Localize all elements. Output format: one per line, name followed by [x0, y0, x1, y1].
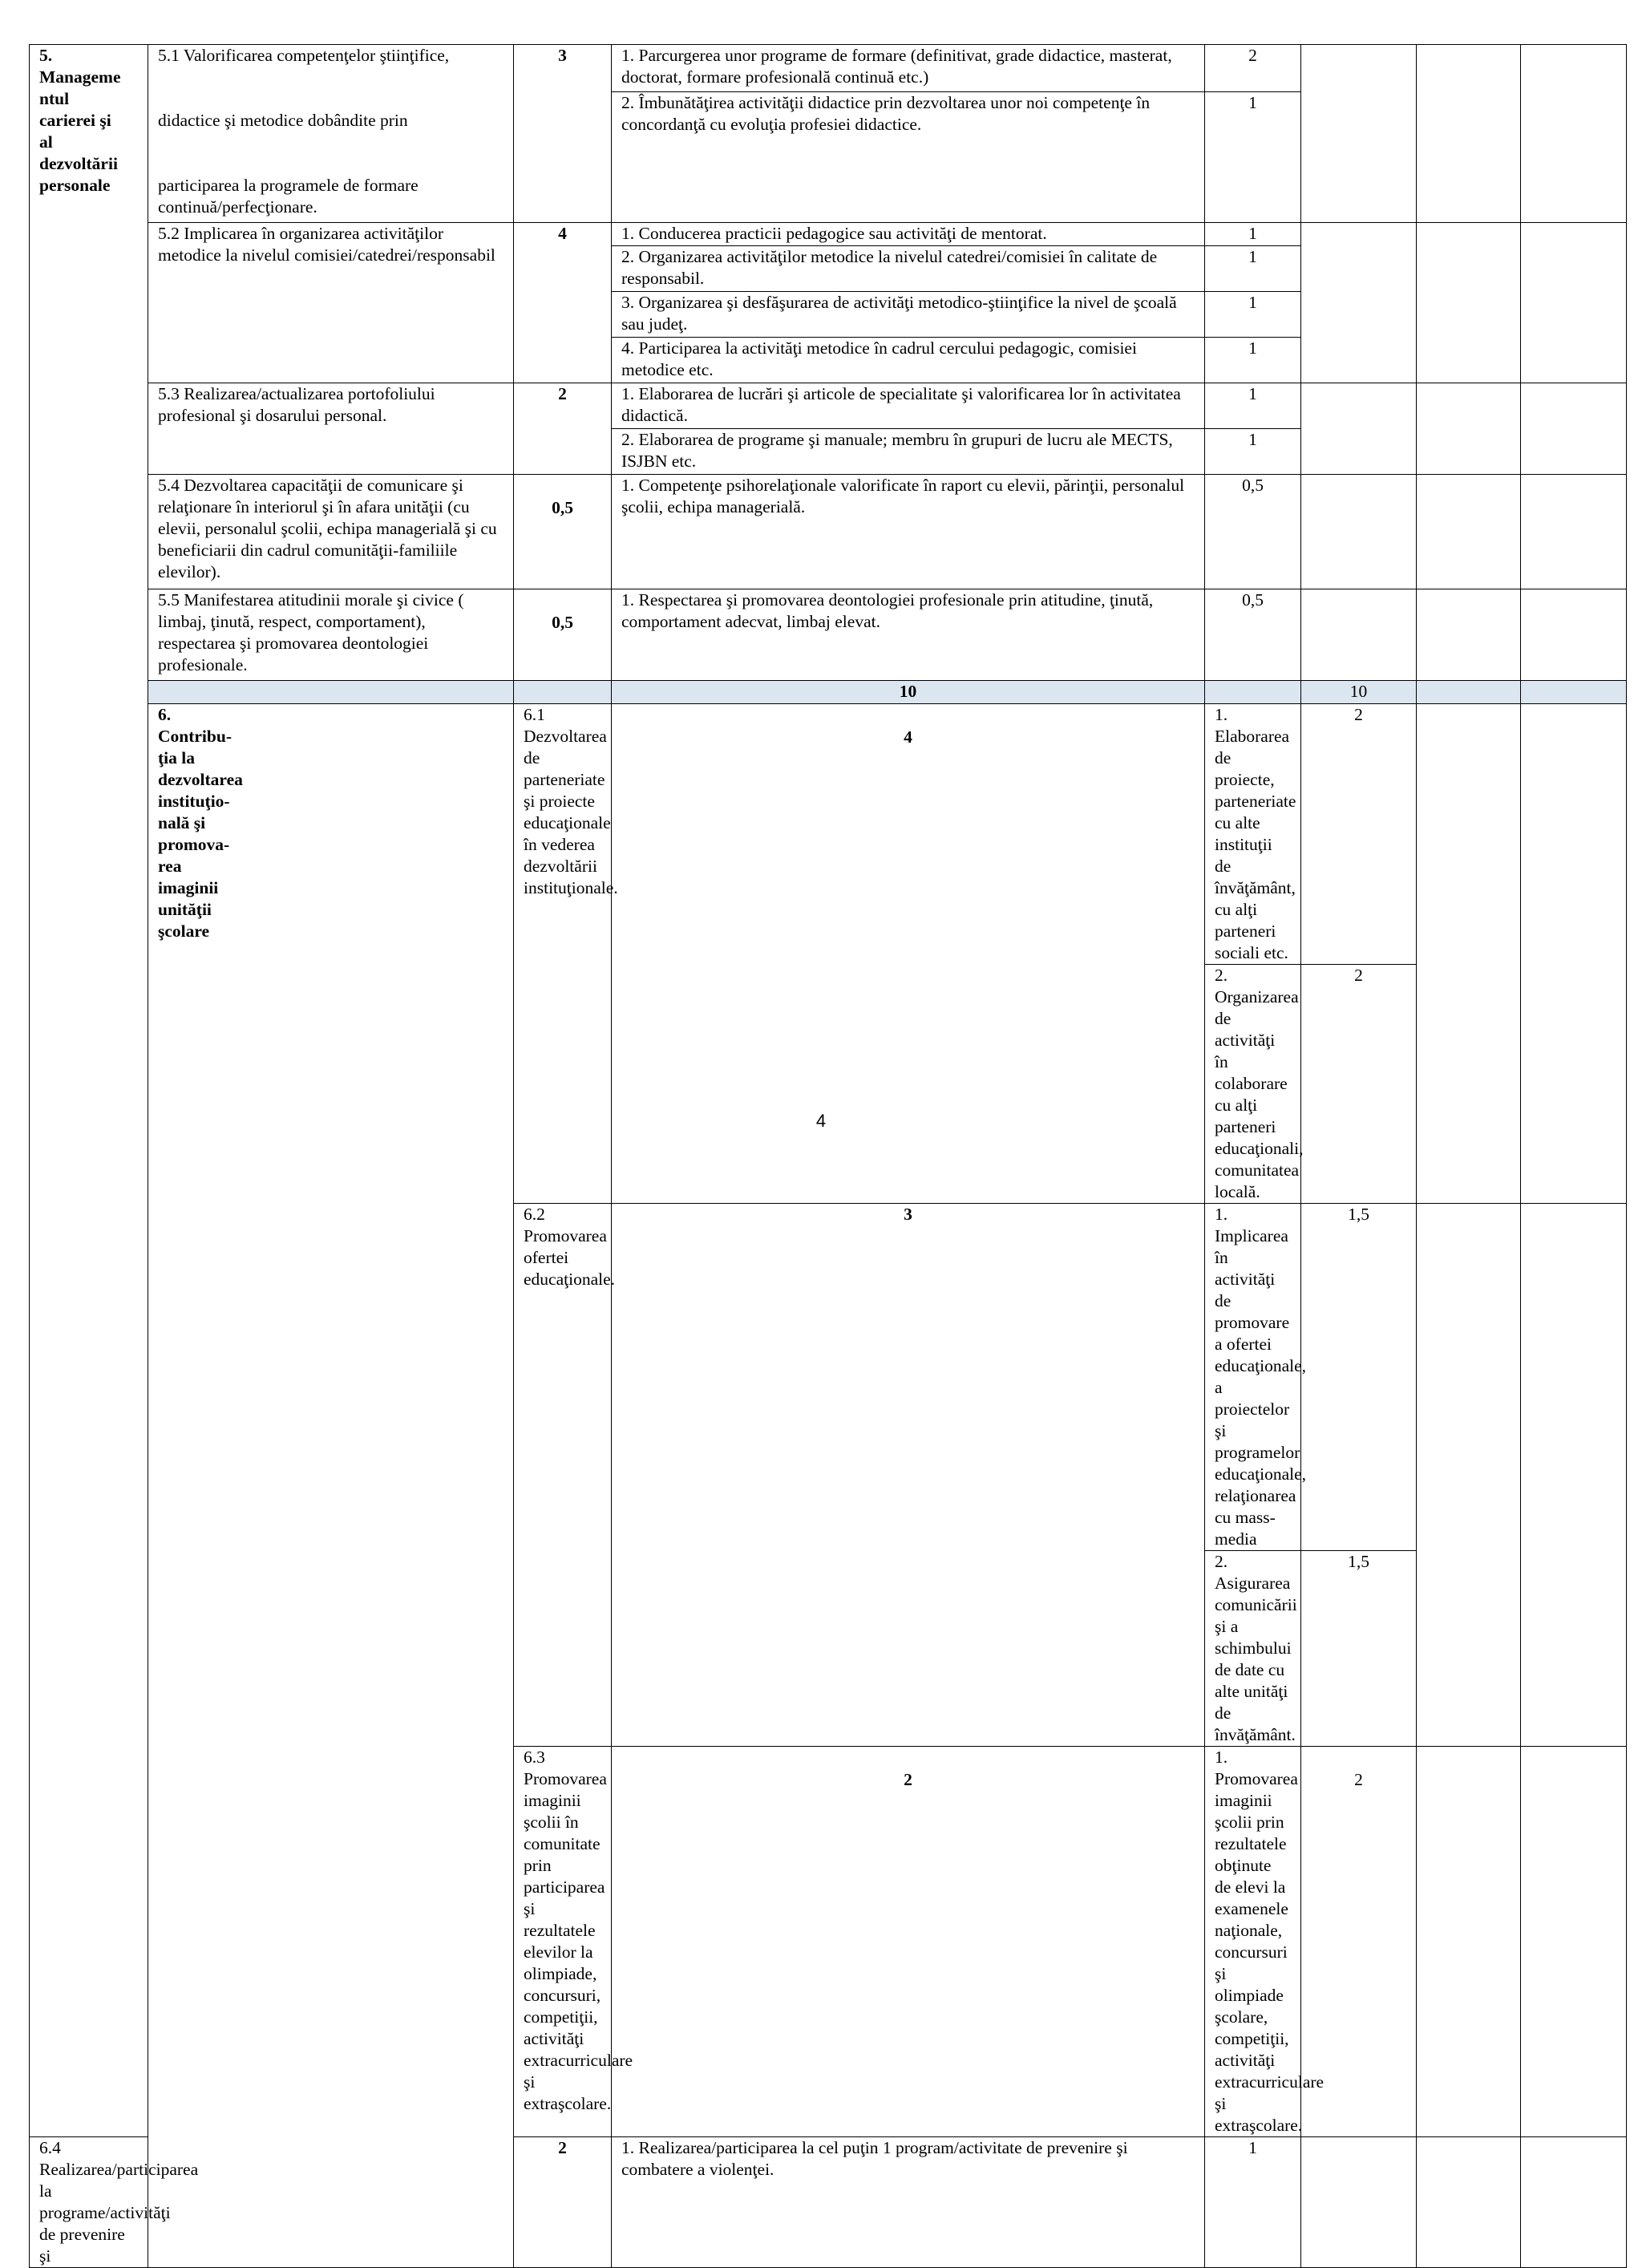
- criterion-5-5: 5.5 Manifestarea atitudinii morale şi civice ( limbaj, ţinută, respect, comportament), respectarea şi promovarea deontologiei profesionale.: [148, 589, 514, 681]
- page-number: 4: [815, 1111, 827, 1131]
- indicator-6-1-2: 2. Organizarea de activităţi în colaborare cu alţi parteneri educaţionali, comunitatea locală.: [1205, 965, 1301, 1204]
- points-5-1: 3: [514, 45, 612, 223]
- score-6-4-1: 1: [1205, 2137, 1301, 2268]
- indicator-5-3-1: 1. Elaborarea de lucrări şi articole de specialitate şi valorificarea lor în activitatea didactică.: [612, 383, 1205, 429]
- table-row: [30, 475, 1627, 589]
- table-row: [30, 589, 1627, 681]
- indicator-5-2-2: 2. Organizarea activităţilor metodice la nivelul catedrei/comisiei în calitate de responsabil.: [612, 246, 1205, 292]
- final-eval-cell[interactable]: [1521, 223, 1627, 383]
- indicator-5-4-1: 1. Competenţe psihorelaţionale valorificate în raport cu elevii, părinţii, personalul şcolii, echipa managerială.: [612, 475, 1205, 589]
- score-5-1-1: 2: [1205, 45, 1301, 92]
- indicator-5-2-4: 4. Participarea la activităţi metodice în cadrul cercului pedagogic, comisiei metodice etc.: [612, 338, 1205, 383]
- committee-eval-cell[interactable]: [1417, 2137, 1521, 2268]
- criterion-5-1: 5.1 Valorificarea competenţelor ştiinţifice, didactice şi metodice dobândite prin participarea la programele de formare continuă/perfecţionare.: [148, 45, 514, 223]
- self-eval-cell[interactable]: [1301, 223, 1417, 383]
- score-6-2-2: 1,5: [1301, 1551, 1417, 1747]
- self-eval-cell[interactable]: [1301, 2137, 1417, 2268]
- criterion-6-2: 6.2 Promovarea ofertei educaţionale.: [514, 1204, 612, 1747]
- self-eval-cell[interactable]: [1301, 589, 1417, 681]
- final-eval-cell[interactable]: [1521, 589, 1627, 681]
- criterion-5-2: 5.2 Implicarea în organizarea activităţilor metodice la nivelul comisiei/catedrei/responsabil: [148, 223, 514, 383]
- committee-eval-cell[interactable]: [1417, 589, 1521, 681]
- indicator-5-2-3: 3. Organizarea şi desfăşurarea de activităţi metodico-ştiinţifice la nivel de şcoală sau judeţ.: [612, 292, 1205, 338]
- score-6-2-1: 1,5: [1301, 1204, 1417, 1551]
- indicator-5-3-2: 2. Elaborarea de programe şi manuale; membru în grupuri de lucru ale MECTS, ISJBN etc.: [612, 429, 1205, 475]
- self-eval-total[interactable]: [1417, 681, 1521, 704]
- indicator-5-1-2: 2. Îmbunătăţirea activităţii didactice prin dezvoltarea unor noi competenţe în concordanţă cu evoluţia profesiei didactice.: [612, 92, 1205, 223]
- score-5-3-2: 1: [1205, 429, 1301, 475]
- criterion-5-4: 5.4 Dezvoltarea capacităţii de comunicare şi relaţionare în interiorul şi în afara unităţii (cu elevii, personalul şcolii, echipa managerială şi cu beneficiarii din cadrul comunităţii-familiile elevilor).: [148, 475, 514, 589]
- indicator-6-4-1: 1. Realizarea/participarea la cel puţin 1 program/activitate de prevenire şi combatere a violenţei.: [612, 2137, 1205, 2268]
- score-5-3-1: 1: [1205, 383, 1301, 429]
- evaluation-table: [29, 44, 1627, 2268]
- criterion-6-3: 6.3 Promovarea imaginii şcolii în comunitate prin participarea şi rezultatele elevilor la olimpiade, concursuri, competiţii, activităţi extracurriculare şi extraşcolare.: [514, 1747, 612, 2137]
- indicator-6-2-2: 2. Asigurarea comunicării şi a schimbului de date cu alte unităţi de învăţământ.: [1205, 1551, 1301, 1747]
- domain-6-title: 6. Contribu- ţia la dezvoltarea instituţio- nală şi promova- rea imaginii unităţii şcolare: [148, 704, 514, 2268]
- table-row: [30, 45, 1627, 92]
- points-5-4: 0,5: [514, 475, 612, 589]
- points-5-2: 4: [514, 223, 612, 383]
- total-score: 10: [1301, 681, 1417, 704]
- criterion-5-3: 5.3 Realizarea/actualizarea portofoliului profesional şi dosarului personal.: [148, 383, 514, 475]
- total-row: [30, 681, 1627, 704]
- domain-5-title: 5. Manageme ntul carierei şi al dezvoltării personale: [30, 45, 148, 2137]
- points-6-1: 4: [612, 704, 1205, 1204]
- committee-eval-cell[interactable]: [1521, 1747, 1627, 2137]
- indicator-5-1-1: 1. Parcurgerea unor programe de formare (definitivat, grade didactice, masterat, doctorat, formare profesională continuă etc.): [612, 45, 1205, 92]
- points-5-3: 2: [514, 383, 612, 475]
- table-row: [30, 223, 1627, 246]
- total-indicator-cell: [1205, 681, 1301, 704]
- self-eval-cell[interactable]: [1417, 1747, 1521, 2137]
- indicator-5-5-1: 1. Respectarea şi promovarea deontologiei profesionale prin atitudine, ţinută, comportament adecvat, limbaj elevat.: [612, 589, 1205, 681]
- score-5-2-1: 1: [1205, 223, 1301, 246]
- committee-eval-cell[interactable]: [1417, 45, 1521, 223]
- criterion-6-4: 6.4 Realizarea/participarea la programe/activităţi de prevenire şi: [30, 2137, 148, 2268]
- total-label-cell: [514, 681, 612, 704]
- self-eval-cell[interactable]: [1301, 383, 1417, 475]
- final-eval-cell[interactable]: [1521, 45, 1627, 223]
- self-eval-cell[interactable]: [1301, 475, 1417, 589]
- criterion-6-1: 6.1 Dezvoltarea de parteneriate şi proiecte educaţionale în vederea dezvoltării instituţionale.: [514, 704, 612, 1204]
- score-5-2-2: 1: [1205, 246, 1301, 292]
- final-eval-cell[interactable]: [1521, 475, 1627, 589]
- total-label-cell: [148, 681, 514, 704]
- points-6-4: 2: [514, 2137, 612, 2268]
- committee-eval-total[interactable]: [1521, 681, 1627, 704]
- points-6-2: 3: [612, 1204, 1205, 1747]
- indicator-6-3-1: 1. Promovarea imaginii şcolii prin rezultatele obţinute de elevi la examenele naţionale, concursuri şi olimpiade şcolare, competiţii, activităţi extracurriculare şi extraşcolare.: [1205, 1747, 1301, 2137]
- table-row: [30, 383, 1627, 429]
- score-5-2-4: 1: [1205, 338, 1301, 383]
- committee-eval-cell[interactable]: [1521, 1204, 1627, 1747]
- score-5-1-2: 1: [1205, 92, 1301, 223]
- table-row: [30, 704, 1627, 965]
- indicator-6-2-1: 1. Implicarea în activităţi de promovare a ofertei educaţionale, a proiectelor şi programelor educaţionale, relaţionarea cu mass-media: [1205, 1204, 1301, 1551]
- self-eval-cell[interactable]: [1301, 45, 1417, 223]
- committee-eval-cell[interactable]: [1417, 475, 1521, 589]
- score-5-4-1: 0,5: [1205, 475, 1301, 589]
- score-5-5-1: 0,5: [1205, 589, 1301, 681]
- score-6-1-2: 2: [1301, 965, 1417, 1204]
- total-points: 10: [612, 681, 1205, 704]
- points-5-5: 0,5: [514, 589, 612, 681]
- final-eval-cell[interactable]: [1521, 383, 1627, 475]
- points-6-3: 2: [612, 1747, 1205, 2137]
- indicator-5-2-1: 1. Conducerea practicii pedagogice sau activităţi de mentorat.: [612, 223, 1205, 246]
- committee-eval-cell[interactable]: [1417, 223, 1521, 383]
- indicator-6-1-1: 1. Elaborarea de proiecte, parteneriate cu alte instituţii de învăţământ, cu alţi parteneri sociali etc.: [1205, 704, 1301, 965]
- final-eval-cell[interactable]: [1521, 2137, 1627, 2268]
- score-5-2-3: 1: [1205, 292, 1301, 338]
- score-6-3-1: 2: [1301, 1747, 1417, 2137]
- score-6-1-1: 2: [1301, 704, 1417, 965]
- self-eval-cell[interactable]: [1417, 1204, 1521, 1747]
- committee-eval-cell[interactable]: [1417, 383, 1521, 475]
